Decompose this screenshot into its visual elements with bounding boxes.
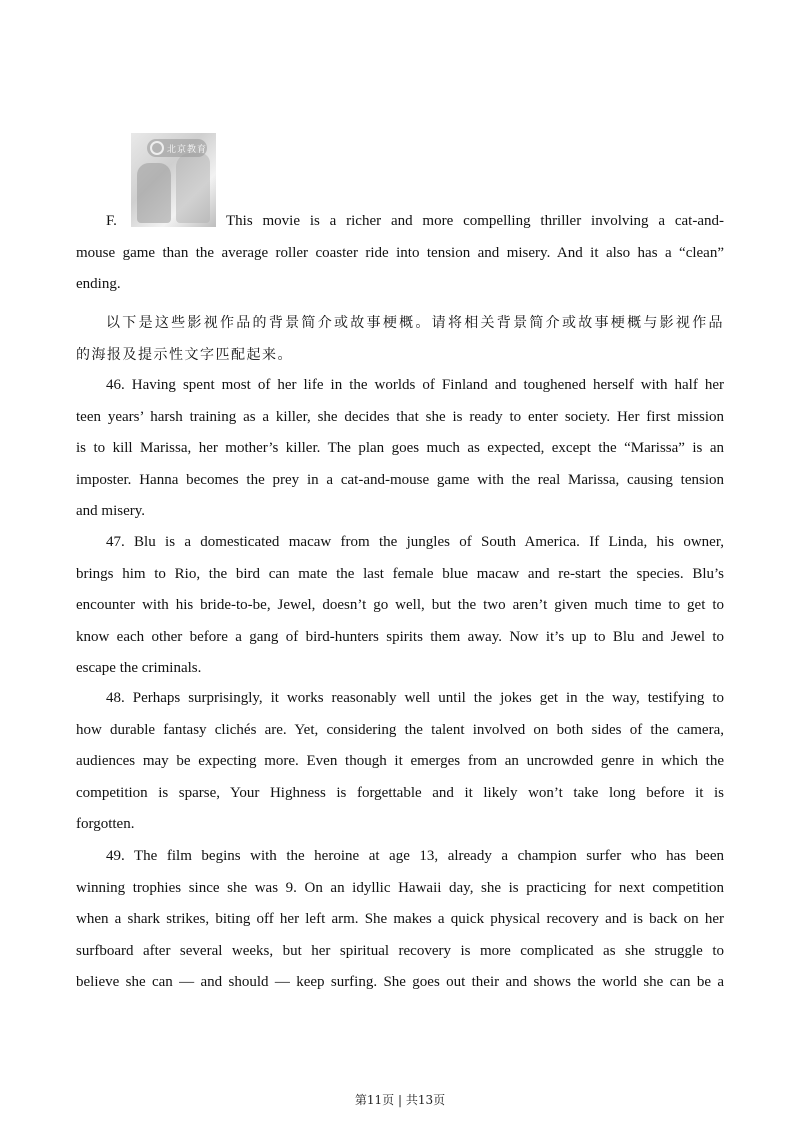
q49-line-3: when a shark strikes, biting off her left arm. She makes a quick physical recovery and is back on her — [76, 911, 724, 927]
item-f-label: F. — [106, 213, 117, 229]
item-f-line-1 — [76, 206, 724, 238]
q47-line-1: 47. Blu is a domesticated macaw from the jungles of South America. If Linda, his owner, — [106, 534, 724, 550]
instruction-paragraph — [76, 308, 724, 371]
logo-text: 北京教育 — [167, 145, 208, 155]
q46-line-3: is to kill Marissa, her mother’s killer. The plan goes much as expected, except the “Marissa” is an — [76, 440, 724, 456]
q48-line-4: competition is sparse, Your Highness is forgettable and it likely won’t take long before it is — [76, 784, 724, 801]
q47-line-5: escape the criminals. — [76, 660, 202, 676]
question-48 — [76, 683, 724, 841]
q47-line-4: know each other before a gang of bird-hunters spirits them away. Now it’s up to Blu and Jewel to — [76, 628, 724, 645]
q46-line-1: 46. Having spent most of her life in the worlds of Finland and toughened herself with half her — [106, 377, 724, 393]
q46-line-5: and misery. — [76, 503, 146, 519]
item-f-line-3: ending. — [76, 276, 121, 292]
q47-line-2: brings him to Rio, the bird can mate the last female blue macaw and re-start the species. Blu’s — [76, 565, 724, 582]
question-49 — [76, 841, 724, 999]
question-47 — [76, 527, 724, 685]
item-f-paragraph — [76, 206, 724, 301]
question-46 — [76, 370, 724, 528]
q49-line-2: winning trophies since she was 9. On an idyllic Hawaii day, she is practicing for next competition — [76, 879, 724, 896]
logo-ring-icon — [150, 141, 164, 155]
q48-line-5: forgotten. — [76, 816, 135, 832]
page-footer: 第11页 | 共13页 — [354, 1093, 446, 1107]
q49-line-1: 49. The film begins with the heroine at age 13, already a champion surfer who has been — [106, 848, 724, 864]
q46-line-2: teen years’ harsh training as a killer, she decides that she is ready to enter society. Her first mission — [76, 408, 724, 425]
item-f-line-2: mouse game than the average roller coaster ride into tension and misery. And it also has a “clean” — [76, 244, 724, 261]
instruction-line-1: 以下是这些影视作品的背景简介或故事梗概。请将相关背景简介或故事梗概与影视作品 — [106, 315, 724, 331]
instruction-line-2: 的海报及提示性文字匹配起来。 — [76, 346, 293, 363]
q48-line-2: how durable fantasy clichés are. Yet, considering the talent involved on both sides of the camera, — [76, 721, 724, 738]
item-f-text-1: This movie is a richer and more compelling thriller involving a cat-and- — [226, 213, 724, 229]
q49-line-4: surfboard after several weeks, but her spiritual recovery is more complicated as she struggle to — [76, 942, 724, 959]
q49-line-5: believe she can — and should — keep surfing. She goes out their and shows the world she can be a — [76, 974, 724, 990]
q46-line-4: imposter. Hanna becomes the prey in a cat-and-mouse game with the real Marissa, causing tension — [76, 471, 724, 488]
q47-line-3: encounter with his bride-to-be, Jewel, doesn’t go well, but the two aren’t given much time to get to — [76, 597, 724, 613]
q48-line-3: audiences may be expecting more. Even though it emerges from an uncrowded genre in which the — [76, 753, 724, 769]
watermark-logo — [147, 139, 207, 157]
q48-line-1: 48. Perhaps surprisingly, it works reasonably well until the jokes get in the way, testifying to — [106, 690, 724, 706]
